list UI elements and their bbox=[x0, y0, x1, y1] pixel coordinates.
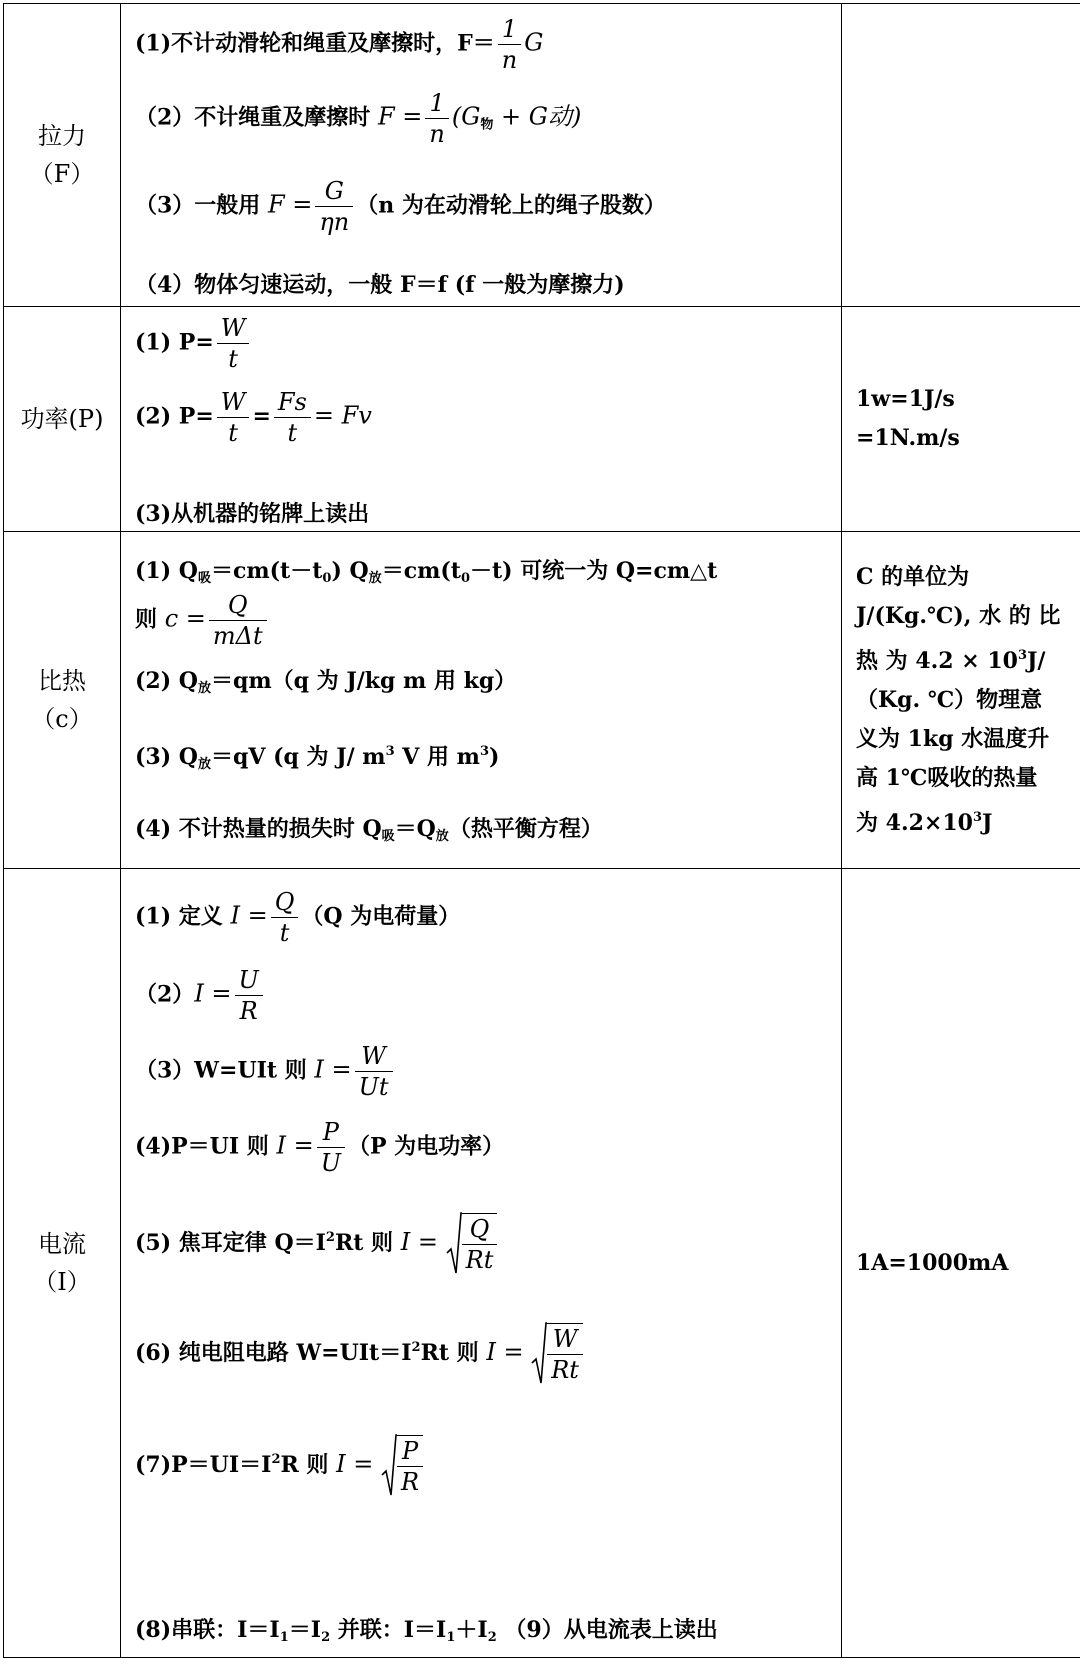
heat-line-1: (1) $Q_吸=cm(t-t_0)$ $Q_放=cm(t_0-t)$ 可统一为 Q=cm△t bbox=[135, 554, 717, 586]
current-line-3: （3）W=UIt 则 I = $\frac{W}{Ut}$ bbox=[135, 1041, 396, 1102]
current-line-4: (4)P＝UI 则 I = $\frac{P}{U}$ （P 为电功率） bbox=[135, 1117, 504, 1178]
fraction: $\frac{G}{\eta n}$ bbox=[315, 176, 353, 237]
heat-line-2: 则 c = $\frac{Q}{\text{mΔt}}$ bbox=[135, 590, 270, 651]
force-l1-text: (1)不计动滑轮和绳重及摩擦时，F＝ bbox=[135, 31, 495, 57]
row-force bbox=[4, 4, 1080, 307]
symbol-current: （I） bbox=[4, 1263, 120, 1301]
formula-cell-current bbox=[121, 869, 842, 1658]
sqrt-symbol: $\frac{W}{Rt}$ bbox=[531, 1321, 583, 1387]
current-line-7: $(7)P=UI=I^2R$ 则 I = $\frac{P}{R}$ bbox=[135, 1433, 423, 1499]
label-cell-heat bbox=[4, 532, 121, 869]
sqrt-symbol: $\frac{P}{R}$ bbox=[381, 1433, 423, 1499]
label-heat: 比热 bbox=[4, 662, 120, 700]
fraction: $\frac{P}{U}$ bbox=[317, 1117, 345, 1178]
force-line-3: （3）一般用 F = $\frac{G}{\eta n}$ （n 为在动滑轮上的绳子股数） bbox=[135, 176, 666, 237]
unit-cell-heat: C 的单位为 J/(Kg.℃), 水 的 比 热 为 $4.2 \times 10^3J/$ （Kg. ℃）物理意 义为 1kg 水温度升 高 1℃吸收的热量 为 $4.2\times 10^3J$ bbox=[842, 532, 1080, 869]
label-cell-power bbox=[4, 307, 121, 532]
formula-table bbox=[3, 3, 1080, 1658]
heat-line-3: (2) $Q_放=qm(q$ 为 J/kg m 用 kg） bbox=[135, 664, 516, 696]
label-power: 功率(P) bbox=[4, 400, 120, 438]
current-line-2: （2）I = $\frac{U}{R}$ bbox=[135, 965, 266, 1026]
power-unit-2: =1N.m/s bbox=[856, 419, 1080, 458]
force-line-2: （2）不计绳重及摩擦时 F = $\frac{1}{n}$ ($G_物 + G$动) bbox=[135, 88, 581, 149]
unit-cell-power bbox=[842, 307, 1080, 532]
fraction: $\frac{W}{t}$ bbox=[217, 387, 250, 448]
unit-cell-force bbox=[842, 4, 1080, 307]
power-line-2: (2) P= $\frac{W}{t}$ = $\frac{Fs}{t}$ = Fv bbox=[135, 387, 372, 448]
current-line-6: (6) 纯电阻电路 $W=UIt=I^2Rt$ 则 I = $\frac{W}{Rt}$ bbox=[135, 1321, 583, 1387]
force-line-4: （4）物体匀速运动，一般 F＝f (f 一般为摩擦力) bbox=[135, 268, 625, 299]
symbol-heat: （c） bbox=[4, 700, 120, 738]
formula-cell-heat bbox=[121, 532, 842, 869]
label-cell-current bbox=[4, 869, 121, 1658]
power-line-3: (3)从机器的铭牌上读出 bbox=[135, 497, 369, 528]
label-current: 电流 bbox=[4, 1225, 120, 1263]
current-line-8: (8)串联：$I=I_1=I_2$ 并联：$I=I_1+I_2$ （9）从电流表上读出 bbox=[135, 1613, 718, 1645]
formula-cell-force bbox=[121, 4, 842, 307]
fraction: $\frac{Q}{t}$ bbox=[271, 887, 299, 948]
row-power bbox=[4, 307, 1080, 532]
fraction: $\frac{W}{t}$ bbox=[217, 313, 250, 374]
fraction: $\frac{1}{n}$ bbox=[425, 88, 448, 149]
fraction: $\frac{W}{Ut}$ bbox=[355, 1041, 393, 1102]
current-line-5: (5) 焦耳定律 $Q=I^2Rt$ 则 I = $\frac{Q}{Rt}$ bbox=[135, 1211, 497, 1277]
unit-cell-current bbox=[842, 869, 1080, 1658]
force-line-1: (1)不计动滑轮和绳重及摩擦时，F＝ $\frac{1}{n}$ G bbox=[135, 14, 543, 75]
fraction: $\frac{Fs}{t}$ bbox=[274, 387, 311, 448]
fraction: $\frac{1}{n}$ bbox=[498, 14, 521, 75]
fraction: $\frac{Q}{\text{mΔt}}$ bbox=[209, 590, 267, 651]
heat-line-5: (4) 不计热量的损失时 $Q_吸=Q_放$（热平衡方程） bbox=[135, 812, 603, 844]
sqrt-symbol: $\frac{Q}{Rt}$ bbox=[446, 1211, 498, 1277]
current-unit: 1A=1000mA bbox=[856, 1244, 1080, 1283]
fraction: $\frac{U}{R}$ bbox=[235, 965, 263, 1026]
symbol-force: （F） bbox=[4, 155, 120, 193]
power-line-1: (1) P= $\frac{W}{t}$ bbox=[135, 313, 252, 374]
formula-cell-power bbox=[121, 307, 842, 532]
power-unit-1: 1w=1J/s bbox=[856, 380, 1080, 419]
row-current bbox=[4, 869, 1080, 1658]
row-heat bbox=[4, 532, 1080, 869]
current-line-1: (1) 定义 I = $\frac{Q}{t}$ （Q 为电荷量） bbox=[135, 887, 460, 948]
label-force: 拉力 bbox=[4, 117, 120, 155]
heat-line-4: (3) $Q_放=qV$ (q 为 J/ $m^3$ V 用 $m^3$) bbox=[135, 740, 499, 772]
label-cell-force bbox=[4, 4, 121, 307]
